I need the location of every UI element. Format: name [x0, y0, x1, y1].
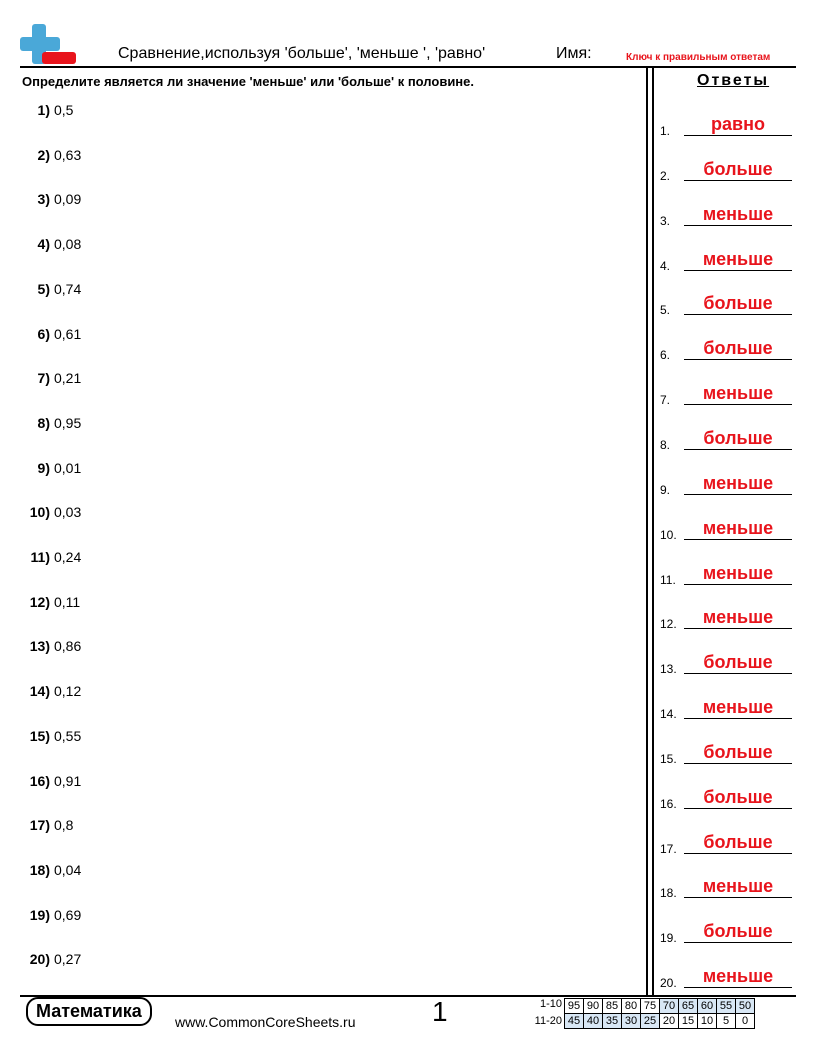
answer-item	[660, 340, 792, 362]
answer-number: 10.	[660, 527, 677, 542]
answer-line	[684, 270, 792, 271]
question-number: 11)	[30, 549, 50, 565]
question-value: 0,01	[54, 459, 82, 476]
column-divider-left	[646, 67, 648, 995]
question-value: 0,55	[54, 727, 82, 744]
answer-value: больше	[703, 158, 773, 179]
question-item	[20, 862, 81, 878]
question-number: 7)	[37, 370, 50, 387]
answer-item	[660, 116, 792, 138]
score-cell: 95	[565, 999, 584, 1014]
question-value: 0,08	[54, 236, 82, 253]
answer-value: меньше	[702, 607, 774, 628]
score-cell: 0	[736, 1014, 755, 1029]
score-row	[565, 999, 755, 1014]
answer-number: 6.	[660, 348, 671, 363]
answer-number: 3.	[660, 213, 671, 228]
question-item	[20, 549, 81, 565]
question-item	[20, 951, 81, 967]
answer-value: больше	[703, 786, 773, 807]
answer-number: 7.	[660, 393, 671, 408]
question-value: 0,03	[54, 504, 82, 521]
page-number: 1	[432, 996, 448, 1027]
question-item	[20, 504, 81, 520]
answer-value: больше	[703, 293, 773, 314]
question-item	[20, 236, 81, 252]
question-item	[20, 594, 80, 610]
answer-number: 15.	[660, 751, 677, 766]
answer-item	[660, 654, 792, 676]
answer-number: 12.	[660, 617, 677, 632]
answer-line	[684, 673, 792, 674]
question-value: 0,5	[54, 102, 74, 118]
question-value: 0,8	[54, 817, 74, 834]
question-item	[20, 817, 73, 833]
question-number: 16)	[29, 772, 50, 789]
question-value: 0,86	[54, 638, 82, 655]
answer-line	[684, 449, 792, 450]
answer-item	[660, 295, 792, 317]
answer-item	[660, 158, 792, 183]
answer-value: меньше	[702, 383, 774, 404]
question-item	[20, 370, 81, 386]
answer-item	[660, 923, 792, 945]
score-cell: 85	[603, 999, 622, 1014]
score-cell: 5	[717, 1014, 736, 1029]
answer-number: 1.	[660, 124, 671, 138]
question-item	[20, 907, 81, 923]
score-cell: 90	[584, 999, 603, 1014]
answer-number: 20.	[660, 976, 677, 991]
answer-value: больше	[703, 652, 773, 673]
answer-item	[660, 385, 792, 407]
answer-item	[660, 472, 792, 497]
name-label: Имя:	[556, 45, 592, 62]
answer-number: 17.	[660, 841, 677, 856]
question-value: 0,61	[54, 325, 82, 342]
score-cell: 70	[660, 999, 679, 1014]
answer-line	[684, 853, 792, 854]
question-item	[20, 638, 81, 654]
score-row-label: 11-20	[534, 1015, 562, 1027]
question-number: 18)	[29, 861, 50, 878]
answers-title: Ответы	[697, 72, 770, 89]
score-cell: 45	[565, 1014, 584, 1029]
worksheet-title: Сравнение,используя 'больше', 'меньше ', 'равно'	[118, 45, 486, 62]
column-divider-right	[652, 67, 654, 995]
question-number: 2)	[37, 146, 50, 163]
question-item	[20, 460, 81, 476]
answer-item	[660, 741, 792, 766]
score-cell: 20	[660, 1014, 679, 1029]
score-cell: 40	[584, 1014, 603, 1029]
question-value: 0,11	[54, 593, 81, 610]
answer-line	[684, 180, 792, 181]
answer-number: 8.	[660, 437, 671, 452]
question-value: 0,21	[54, 370, 82, 387]
answer-value: меньше	[702, 966, 774, 987]
score-cell: 30	[622, 1014, 641, 1029]
question-value: 0,63	[54, 146, 82, 163]
question-item	[20, 102, 73, 118]
question-number: 17)	[29, 817, 50, 834]
question-number: 19)	[29, 906, 50, 923]
question-number: 3)	[37, 191, 50, 208]
answer-item	[660, 699, 792, 721]
question-value: 0,95	[54, 414, 82, 431]
score-cell: 80	[622, 999, 641, 1014]
answer-key-label: Ключ к правильным ответам	[626, 52, 771, 63]
answer-value: меньше	[702, 203, 774, 224]
question-value: 0,12	[54, 683, 82, 700]
question-item	[20, 326, 81, 342]
answer-line	[684, 359, 792, 360]
answer-line	[684, 808, 792, 809]
question-item	[20, 191, 81, 207]
score-cell: 75	[641, 999, 660, 1014]
answer-item	[660, 831, 792, 856]
answer-number: 4.	[660, 258, 671, 273]
question-item	[20, 147, 81, 163]
answer-line	[684, 135, 792, 136]
answer-value: меньше	[702, 562, 774, 583]
score-cell: 60	[698, 999, 717, 1014]
question-number: 8)	[37, 414, 50, 431]
answer-number: 11.	[660, 572, 676, 587]
instructions: Определите является ли значение 'меньше' или 'больше' к половине.	[22, 74, 475, 89]
question-item	[20, 728, 81, 744]
question-value: 0,69	[54, 906, 82, 923]
header-divider	[20, 66, 796, 68]
question-number: 1)	[37, 102, 50, 118]
answer-value: меньше	[702, 517, 774, 538]
question-value: 0,74	[54, 280, 82, 297]
answer-item	[660, 248, 792, 273]
answer-item	[660, 968, 792, 990]
question-item	[20, 281, 81, 297]
answer-value: больше	[703, 921, 773, 942]
answer-number: 19.	[660, 931, 677, 946]
question-value: 0,24	[54, 549, 82, 565]
score-cell: 65	[679, 999, 698, 1014]
answer-line	[684, 987, 792, 988]
question-item	[20, 683, 81, 699]
answer-value: равно	[711, 114, 765, 134]
answer-value: больше	[703, 427, 773, 448]
question-number: 12)	[29, 593, 50, 610]
score-cell: 55	[717, 999, 736, 1014]
question-number: 6)	[37, 325, 50, 342]
question-number: 5)	[37, 280, 50, 297]
question-number: 4)	[37, 236, 50, 253]
answer-line	[684, 897, 792, 898]
answer-item	[660, 427, 792, 452]
question-value: 0,91	[54, 772, 82, 789]
answer-number: 9.	[660, 482, 671, 497]
answer-item	[660, 562, 792, 587]
answer-line	[684, 494, 792, 495]
answer-line	[684, 763, 792, 764]
answer-line	[684, 404, 792, 405]
answer-line	[684, 718, 792, 719]
question-number: 14)	[29, 683, 50, 700]
answer-number: 18.	[660, 886, 677, 901]
question-item	[20, 773, 81, 789]
question-item	[20, 415, 81, 431]
score-cell: 25	[641, 1014, 660, 1029]
score-cell: 50	[736, 999, 755, 1014]
answer-value: больше	[703, 741, 773, 762]
answer-number: 5.	[660, 303, 671, 318]
question-number: 10)	[29, 504, 50, 521]
answer-value: меньше	[702, 697, 774, 718]
question-value: 0,09	[54, 191, 82, 208]
answer-item	[660, 517, 792, 542]
plus-minus-logo-icon	[20, 22, 78, 70]
answer-line	[684, 314, 792, 315]
answer-item	[660, 203, 792, 228]
answer-line	[684, 225, 792, 226]
question-number: 15)	[29, 727, 50, 744]
score-table	[564, 998, 755, 1029]
question-number: 9)	[37, 459, 50, 476]
answer-value: меньше	[702, 248, 774, 269]
score-row	[565, 1014, 755, 1029]
answer-value: больше	[703, 831, 773, 852]
site-url: www.CommonCoreSheets.ru	[175, 1014, 356, 1030]
answer-value: меньше	[702, 472, 774, 493]
answer-line	[684, 539, 792, 540]
answer-number: 2.	[660, 168, 671, 183]
answer-number: 14.	[660, 707, 677, 722]
answer-number: 16.	[660, 796, 677, 811]
score-cell: 35	[603, 1014, 622, 1029]
question-number: 13)	[29, 638, 50, 655]
question-value: 0,04	[54, 861, 82, 878]
score-row-label: 1-10	[539, 998, 562, 1010]
score-cell: 10	[698, 1014, 717, 1029]
brand-badge: Математика	[26, 997, 152, 1026]
question-value: 0,27	[54, 951, 82, 968]
answer-line	[684, 628, 792, 629]
answer-line	[684, 942, 792, 943]
answer-item	[660, 609, 792, 631]
answer-item	[660, 878, 792, 900]
answer-value: меньше	[702, 876, 774, 897]
answer-item	[660, 786, 792, 811]
question-number: 20)	[29, 951, 50, 968]
answer-number: 13.	[660, 662, 677, 677]
answer-line	[684, 584, 792, 585]
answer-value: больше	[703, 338, 773, 359]
score-cell: 15	[679, 1014, 698, 1029]
